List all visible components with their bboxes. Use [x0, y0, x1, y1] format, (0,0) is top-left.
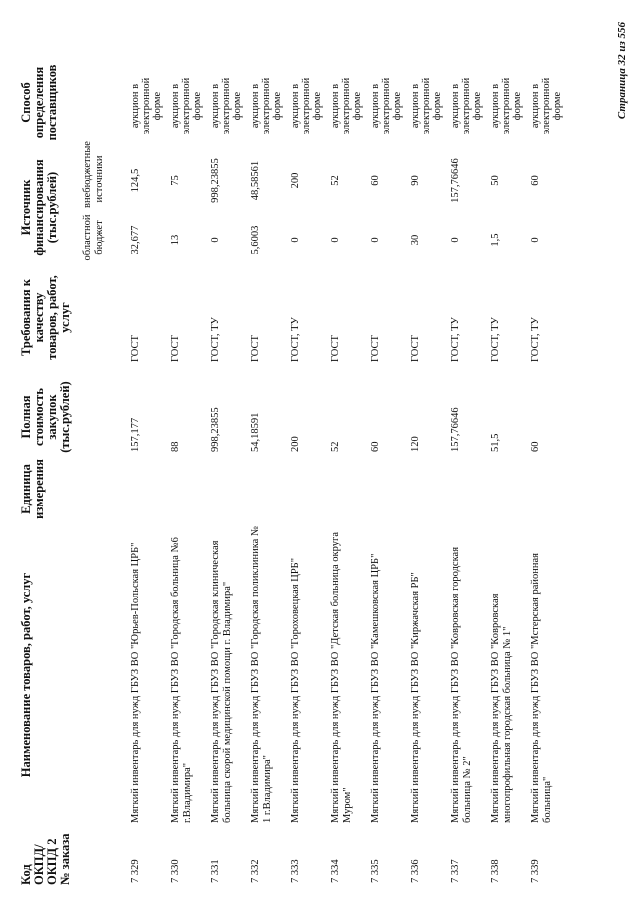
row-number: 7 336	[410, 859, 421, 883]
row-number: 7 329	[130, 859, 141, 883]
row-source-extra: 998,23855	[210, 158, 221, 203]
row-source-regional: 32,677	[130, 225, 141, 255]
row-source-extra: 124,5	[130, 168, 141, 193]
row-source-extra: 60	[530, 175, 541, 186]
row-source-extra: 60	[370, 175, 381, 186]
row-source-regional: 30	[410, 234, 421, 246]
page-footer: Страница 32 из 556	[616, 22, 628, 120]
row-source-regional: 0	[290, 237, 301, 243]
row-number: 7 335	[370, 859, 381, 883]
header-code: Код ОКПД/ ОКПД 2 № заказа	[19, 833, 72, 885]
row-source-extra: 48,58561	[250, 160, 261, 201]
row-method: аукцион в электронной форме	[330, 77, 363, 135]
row-source-regional: 0	[450, 237, 461, 243]
row-number: 7 332	[250, 859, 261, 883]
row-method: аукцион в электронной форме	[530, 77, 563, 135]
row-name: Мягкий инвентарь для нужд ГБУЗ ВО "Детская больница округа Муром"	[330, 532, 353, 823]
row-requirements: ГОСТ	[250, 335, 261, 362]
row-requirements: ГОСТ, ТУ	[530, 317, 541, 362]
row-name: Мягкий инвентарь для нужд ГБУЗ ВО "Юрьев-Польская ЦРБ"	[130, 542, 141, 823]
header-method: Способ определения поставщиков	[19, 64, 59, 141]
row-source-regional: 0	[330, 237, 341, 243]
row-requirements: ГОСТ	[370, 335, 381, 362]
row-requirements: ГОСТ	[170, 335, 181, 362]
row-name: Мягкий инвентарь для нужд ГБУЗ ВО "Ковровская многопрофильная городская больница № 1"	[490, 593, 513, 823]
row-cost: 998,23855	[210, 407, 221, 452]
row-source-extra: 90	[410, 175, 421, 186]
row-number: 7 331	[210, 859, 221, 883]
row-source-regional: 0	[370, 237, 381, 243]
row-source-extra: 75	[170, 175, 181, 186]
row-method: аукцион в электронной форме	[410, 77, 443, 135]
row-source-extra: 52	[330, 175, 341, 186]
row-method: аукцион в электронной форме	[170, 77, 203, 135]
row-requirements: ГОСТ, ТУ	[450, 317, 461, 362]
row-name: Мягкий инвентарь для нужд ГБУЗ ВО "Камешковская ЦРБ"	[370, 553, 381, 823]
row-cost: 51,5	[490, 433, 501, 452]
row-name: Мягкий инвентарь для нужд ГБУЗ ВО "Гороховецкая ЦРБ"	[290, 558, 301, 823]
row-method: аукцион в электронной форме	[130, 77, 163, 135]
row-cost: 157,76646	[450, 407, 461, 452]
row-name: Мягкий инвентарь для нужд ГБУЗ ВО "Ковровская городская больница № 2"	[450, 546, 473, 823]
header-source-extra: внебюджетные источники	[82, 141, 105, 208]
row-method: аукцион в электронной форме	[290, 77, 323, 135]
row-number: 7 337	[450, 859, 461, 883]
row-source-regional: 5,6003	[250, 225, 261, 255]
row-cost: 52	[330, 441, 341, 452]
row-cost: 54,18591	[250, 412, 261, 452]
row-name: Мягкий инвентарь для нужд ГБУЗ ВО "Городская клиническая больница скорой медицинской помощи г. Владимира"	[210, 540, 233, 823]
header-cost: Полная стоимость закупок (тыс.рублей)	[19, 381, 72, 453]
row-requirements: ГОСТ, ТУ	[290, 317, 301, 362]
row-cost: 60	[530, 441, 541, 452]
row-method: аукцион в электронной форме	[450, 77, 483, 135]
row-name: Мягкий инвентарь для нужд ГБУЗ ВО "Мстерская районная больница"	[530, 552, 553, 823]
row-requirements: ГОСТ, ТУ	[210, 317, 221, 362]
row-source-extra: 200	[290, 172, 301, 189]
row-cost: 200	[290, 436, 301, 452]
row-method: аукцион в электронной форме	[490, 77, 523, 135]
row-number: 7 333	[290, 859, 301, 883]
row-source-regional: 0	[210, 237, 221, 243]
row-name: Мягкий инвентарь для нужд ГБУЗ ВО "Городская поликлиника № 1 г.Владимира"	[250, 526, 273, 823]
row-number: 7 330	[170, 859, 181, 883]
row-cost: 60	[370, 441, 381, 452]
row-requirements: ГОСТ	[330, 335, 341, 362]
row-cost: 157,177	[130, 417, 141, 452]
header-name: Наименование товаров, работ, услуг	[19, 572, 33, 778]
row-method: аукцион в электронной форме	[370, 77, 403, 135]
row-requirements: ГОСТ, ТУ	[490, 317, 501, 362]
row-number: 7 338	[490, 859, 501, 883]
row-number: 7 334	[330, 859, 341, 883]
row-number: 7 339	[530, 859, 541, 883]
row-source-regional: 1,5	[490, 233, 501, 247]
row-source-extra: 50	[490, 175, 501, 186]
row-source-regional: 13	[170, 234, 181, 246]
header-unit: Единица измерения	[19, 459, 46, 519]
row-method: аукцион в электронной форме	[210, 77, 243, 135]
header-requirements: Требования к качеству товаров, работ, услуг	[19, 275, 72, 360]
row-name: Мягкий инвентарь для нужд ГБУЗ ВО "Городская больница №6 г.Владимира"	[170, 537, 193, 823]
row-name: Мягкий инвентарь для нужд ГБУЗ ВО "Киржачская РБ"	[410, 572, 421, 823]
row-cost: 120	[410, 436, 421, 452]
header-source-regional: областной бюджет	[82, 214, 105, 261]
row-cost: 88	[170, 441, 181, 452]
header-source: Источник финансирования (тыс.рублей)	[19, 159, 59, 256]
row-source-extra: 157,76646	[450, 158, 461, 203]
row-requirements: ГОСТ	[130, 335, 141, 362]
row-requirements: ГОСТ	[410, 335, 421, 362]
row-source-regional: 0	[530, 237, 541, 243]
row-method: аукцион в электронной форме	[250, 77, 283, 135]
